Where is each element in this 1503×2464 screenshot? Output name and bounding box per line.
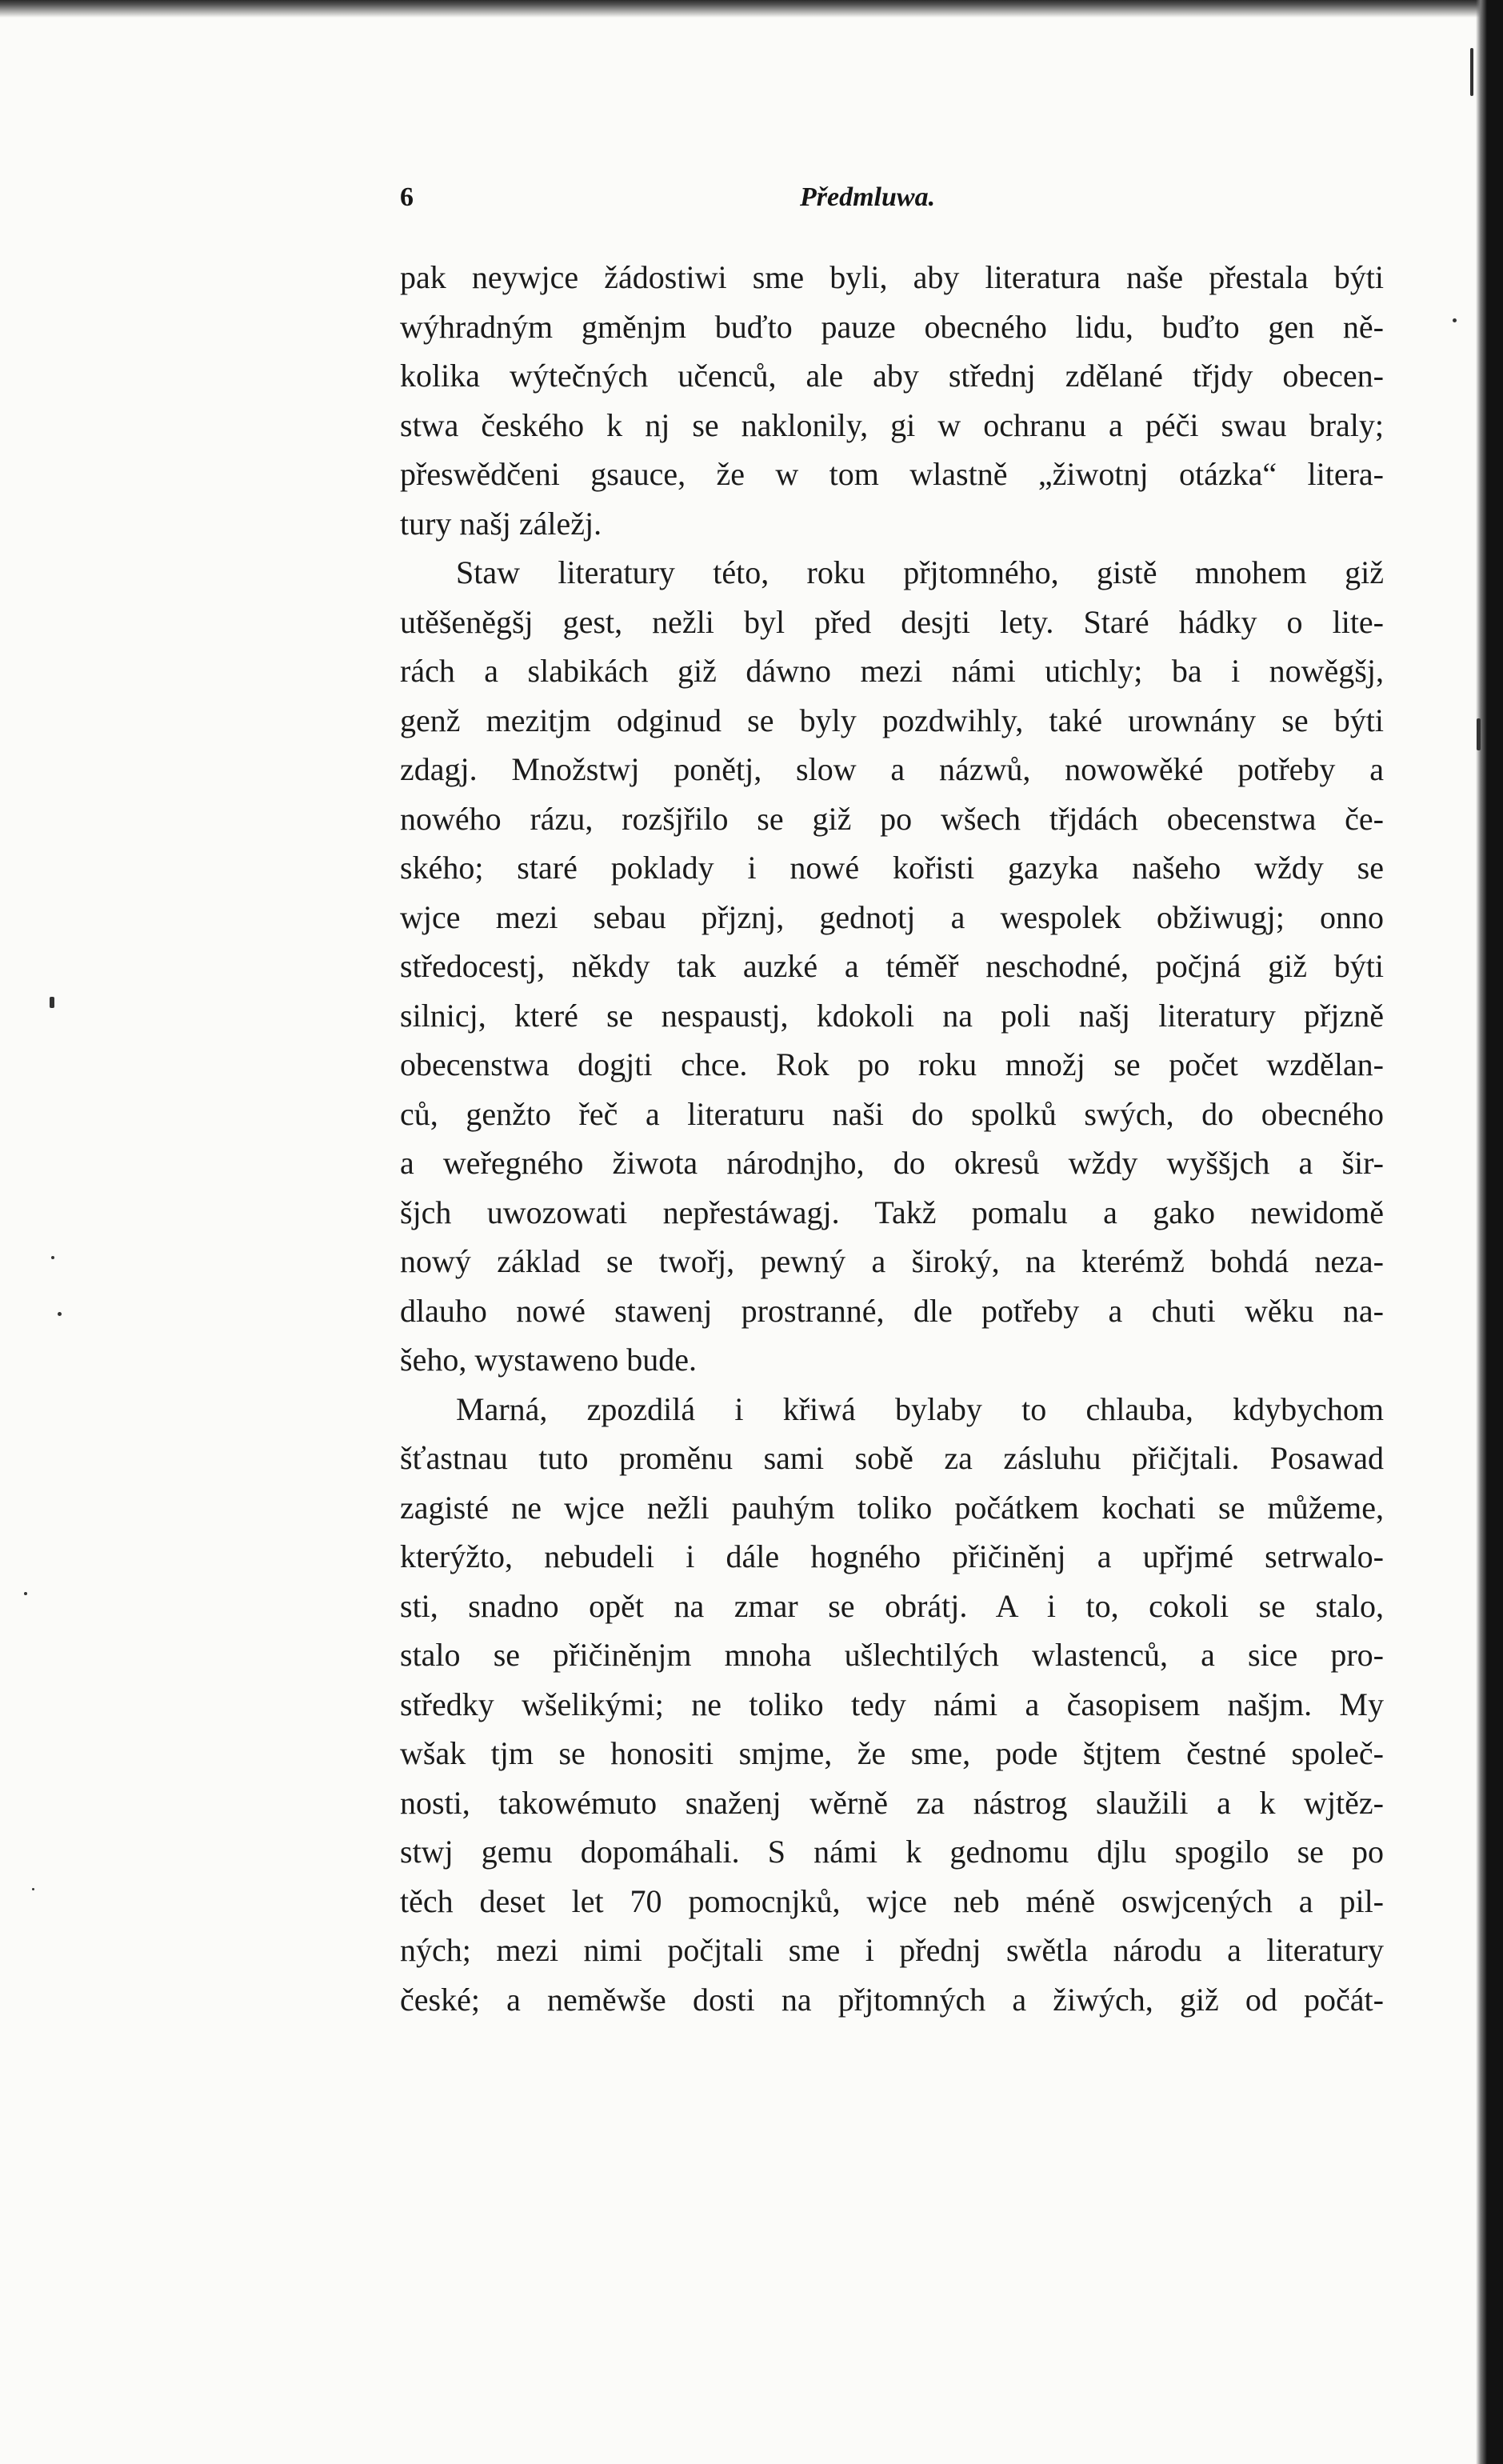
scan-speck: [1470, 48, 1473, 96]
text-line: kolika wýtečných učenců, ale aby střednj zdělané třjdy obecen-: [400, 358, 1384, 394]
scan-speck: [24, 1592, 27, 1595]
text-line: Staw literatury této, roku přjtomného, gistě mnohem giž: [456, 554, 1384, 590]
text-line: utěšeněgšj gest, nežli byl před desjti lety. Staré hádky o lite-: [400, 603, 1384, 640]
running-head: Předmluwa.: [800, 182, 936, 212]
text-line: pak neywjce žádostiwi sme byli, aby literatura naše přestala býti: [400, 259, 1384, 295]
text-line: wšak tjm se honositi smjme, že sme, pode štjtem čestné společ-: [400, 1735, 1384, 1771]
text-line: silnicj, které se nespaustj, kdokoli na poli našj literatury přjzně: [400, 997, 1384, 1034]
text-line: ných; mezi nimi počjtali sme i přednj swětla národu a literatury: [400, 1932, 1384, 1968]
text-line: wjce mezi sebau přjznj, gednotj a wespolek obžiwugj; onno: [400, 898, 1384, 935]
scan-speck: [32, 1888, 34, 1890]
text-line: zdagj. Množstwj ponětj, slow a názwů, nowowěké potřeby a: [400, 751, 1384, 787]
text-line: stwa českého k nj se naklonily, gi w ochranu a péči swau braly;: [400, 406, 1384, 443]
text-line: nowého rázu, rozšjřilo se giž po wšech třjdách obecenstwa če-: [400, 800, 1384, 837]
scan-edge-right: [1476, 0, 1503, 2464]
text-line: ců, genžto řeč a literaturu naši do spolků swých, do obecného: [400, 1095, 1384, 1132]
text-line: stalo se přičiněnjm mnoha ušlechtilých wlastenců, a sice pro-: [400, 1637, 1384, 1673]
text-line: šjch uwozowati nepřestáwagj. Takž pomalu a gako newidomě: [400, 1194, 1384, 1230]
text-line: genž mezitjm odginud se byly pozdwihly, také urownány se býti: [400, 702, 1384, 738]
text-line: středocestj, někdy tak auzké a téměř neschodné, počjná giž býti: [400, 948, 1384, 984]
text-line: ského; staré poklady i nowé kořisti gazyka našeho wždy se: [400, 850, 1384, 886]
page-number: 6: [400, 182, 414, 212]
text-line: středky wšelikými; ne toliko tedy námi a časopisem našjm. My: [400, 1686, 1384, 1722]
text-line: české; a neměwše dosti na přjtomných a žiwých, giž od počát-: [400, 1981, 1384, 2018]
text-line: šeho, wystaweno bude.: [400, 1342, 698, 1378]
scan-speck: [50, 997, 54, 1008]
text-line: obecenstwa dogjti chce. Rok po roku množj se počet wzdělan-: [400, 1046, 1384, 1082]
text-line: rách a slabikách giž dáwno mezi námi utichly; ba i nowěgšj,: [400, 653, 1384, 689]
text-line: stwj gemu dopomáhali. S námi k gednomu djlu spogilo se po: [400, 1834, 1384, 1870]
text-line: šťastnau tuto proměnu sami sobě za zásluhu přičjtali. Posawad: [400, 1440, 1384, 1476]
text-line: kterýžto, nebudeli i dále hogného přičiněnj a upřjmé setrwalo-: [400, 1538, 1384, 1574]
scan-edge-top: [0, 0, 1503, 18]
text-line: těch deset let 70 pomocnjků, wjce neb méně oswjcených a pil-: [400, 1882, 1384, 1919]
text-line: nosti, takowémuto snaženj wěrně za nástrog slaužili a k wjtěz-: [400, 1784, 1384, 1821]
page-header: [400, 182, 1384, 222]
text-line: přeswědčeni gsauce, že w tom wlastně „žiwotnj otázka“ litera-: [400, 456, 1384, 492]
text-line: dlauho nowé stawenj prostranné, dle potřeby a chuti wěku na-: [400, 1292, 1384, 1329]
text-line: tury našj záležj.: [400, 505, 602, 542]
text-line: a weřegného žiwota národnjho, do okresů wždy wyššjch a šir-: [400, 1145, 1384, 1181]
text-line: zagisté ne wjce nežli pauhým toliko počátkem kochati se můžeme,: [400, 1489, 1384, 1526]
text-line: Marná, zpozdilá i křiwá bylaby to chlauba, kdybychom: [456, 1390, 1384, 1427]
scan-speck: [51, 1256, 54, 1259]
text-line: wýhradným gměnjm buďto pauze obecného lidu, buďto gen ně-: [400, 308, 1384, 345]
scan-speck: [1477, 718, 1481, 750]
scan-speck: [58, 1312, 62, 1316]
scan-speck: [1453, 318, 1457, 322]
text-line: nowý základ se twořj, pewný a široký, na kterémž bohdá neza-: [400, 1243, 1384, 1279]
body-text: [400, 253, 1384, 2024]
text-line: sti, snadno opět na zmar se obrátj. A i to, cokoli se stalo,: [400, 1587, 1384, 1624]
